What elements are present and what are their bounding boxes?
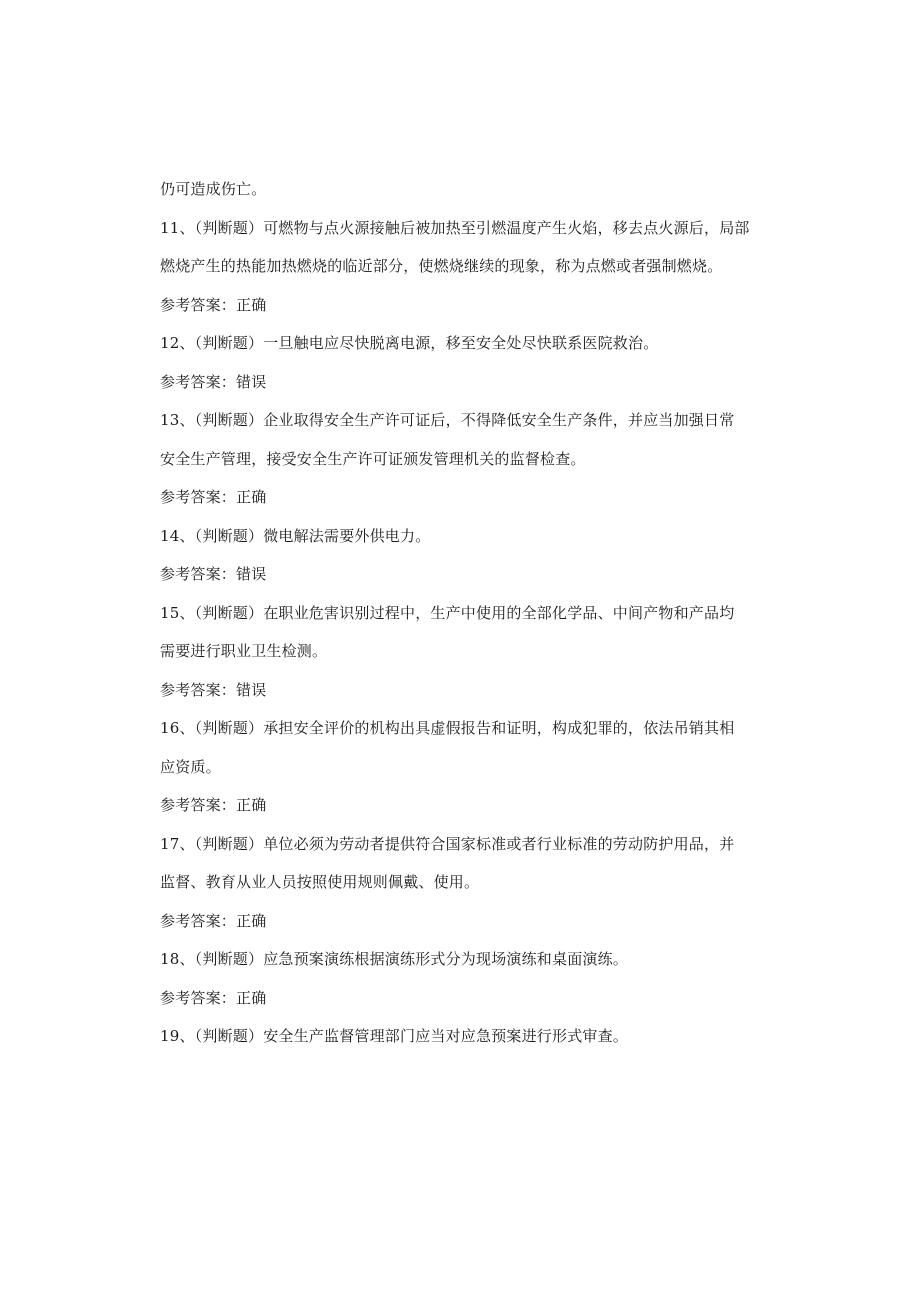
- question-11-line-2: 燃烧产生的热能加热燃烧的临近部分，使燃烧继续的现象，称为点燃或者强制燃烧。: [160, 257, 723, 275]
- answer-16: 参考答案：正确: [160, 796, 267, 814]
- answer-13: 参考答案：正确: [160, 488, 267, 506]
- answer-17: 参考答案：正确: [160, 911, 267, 930]
- question-17-line-1: 17、（判断题）单位必须为劳动者提供符合国家标准或者行业标准的劳动防护用品，并: [160, 834, 735, 853]
- question-15-line-1: 15、（判断题）在职业危害识别过程中，生产中使用的全部化学品、中间产物和产品均: [160, 603, 735, 622]
- question-17-line-2: 监督、教育从业人员按照使用规则佩戴、使用。: [160, 873, 480, 891]
- question-12: 12、（判断题）一旦触电应尽快脱离电源，移至安全处尽快联系医院救治。: [160, 334, 659, 352]
- question-18: 18、（判断题）应急预案演练根据演练形式分为现场演练和桌面演练。: [160, 950, 628, 968]
- question-19: 19、（判断题）安全生产监督管理部门应当对应急预案进行形式审查。: [160, 1027, 628, 1045]
- answer-12: 参考答案：错误: [160, 372, 267, 391]
- question-16-line-2: 应资质。: [160, 757, 221, 776]
- question-15-line-2: 需要进行职业卫生检测。: [160, 642, 328, 660]
- question-14: 14、（判断题）微电解法需要外供电力。: [160, 526, 431, 545]
- answer-18: 参考答案：正确: [160, 988, 267, 1007]
- answer-14: 参考答案：错误: [160, 565, 267, 583]
- answer-15: 参考答案：错误: [160, 680, 267, 699]
- question-16-line-1: 16、（判断题）承担安全评价的机构出具虚假报告和证明，构成犯罪的，依法吊销其相: [160, 719, 735, 737]
- text-line: 仍可造成伤亡。: [160, 180, 267, 198]
- question-13-line-2: 安全生产管理，接受安全生产许可证颁发管理机关的监督检查。: [160, 449, 586, 468]
- question-13-line-1: 13、（判断题）企业取得安全生产许可证后，不得降低安全生产条件，并应当加强日常: [160, 411, 735, 429]
- question-11-line-1: 11、（判断题）可燃物与点火源接触后被加热至引燃温度产生火焰，移去点火源后，局部: [160, 218, 750, 237]
- document-body: [160, 170, 770, 1056]
- answer-11: 参考答案：正确: [160, 295, 267, 314]
